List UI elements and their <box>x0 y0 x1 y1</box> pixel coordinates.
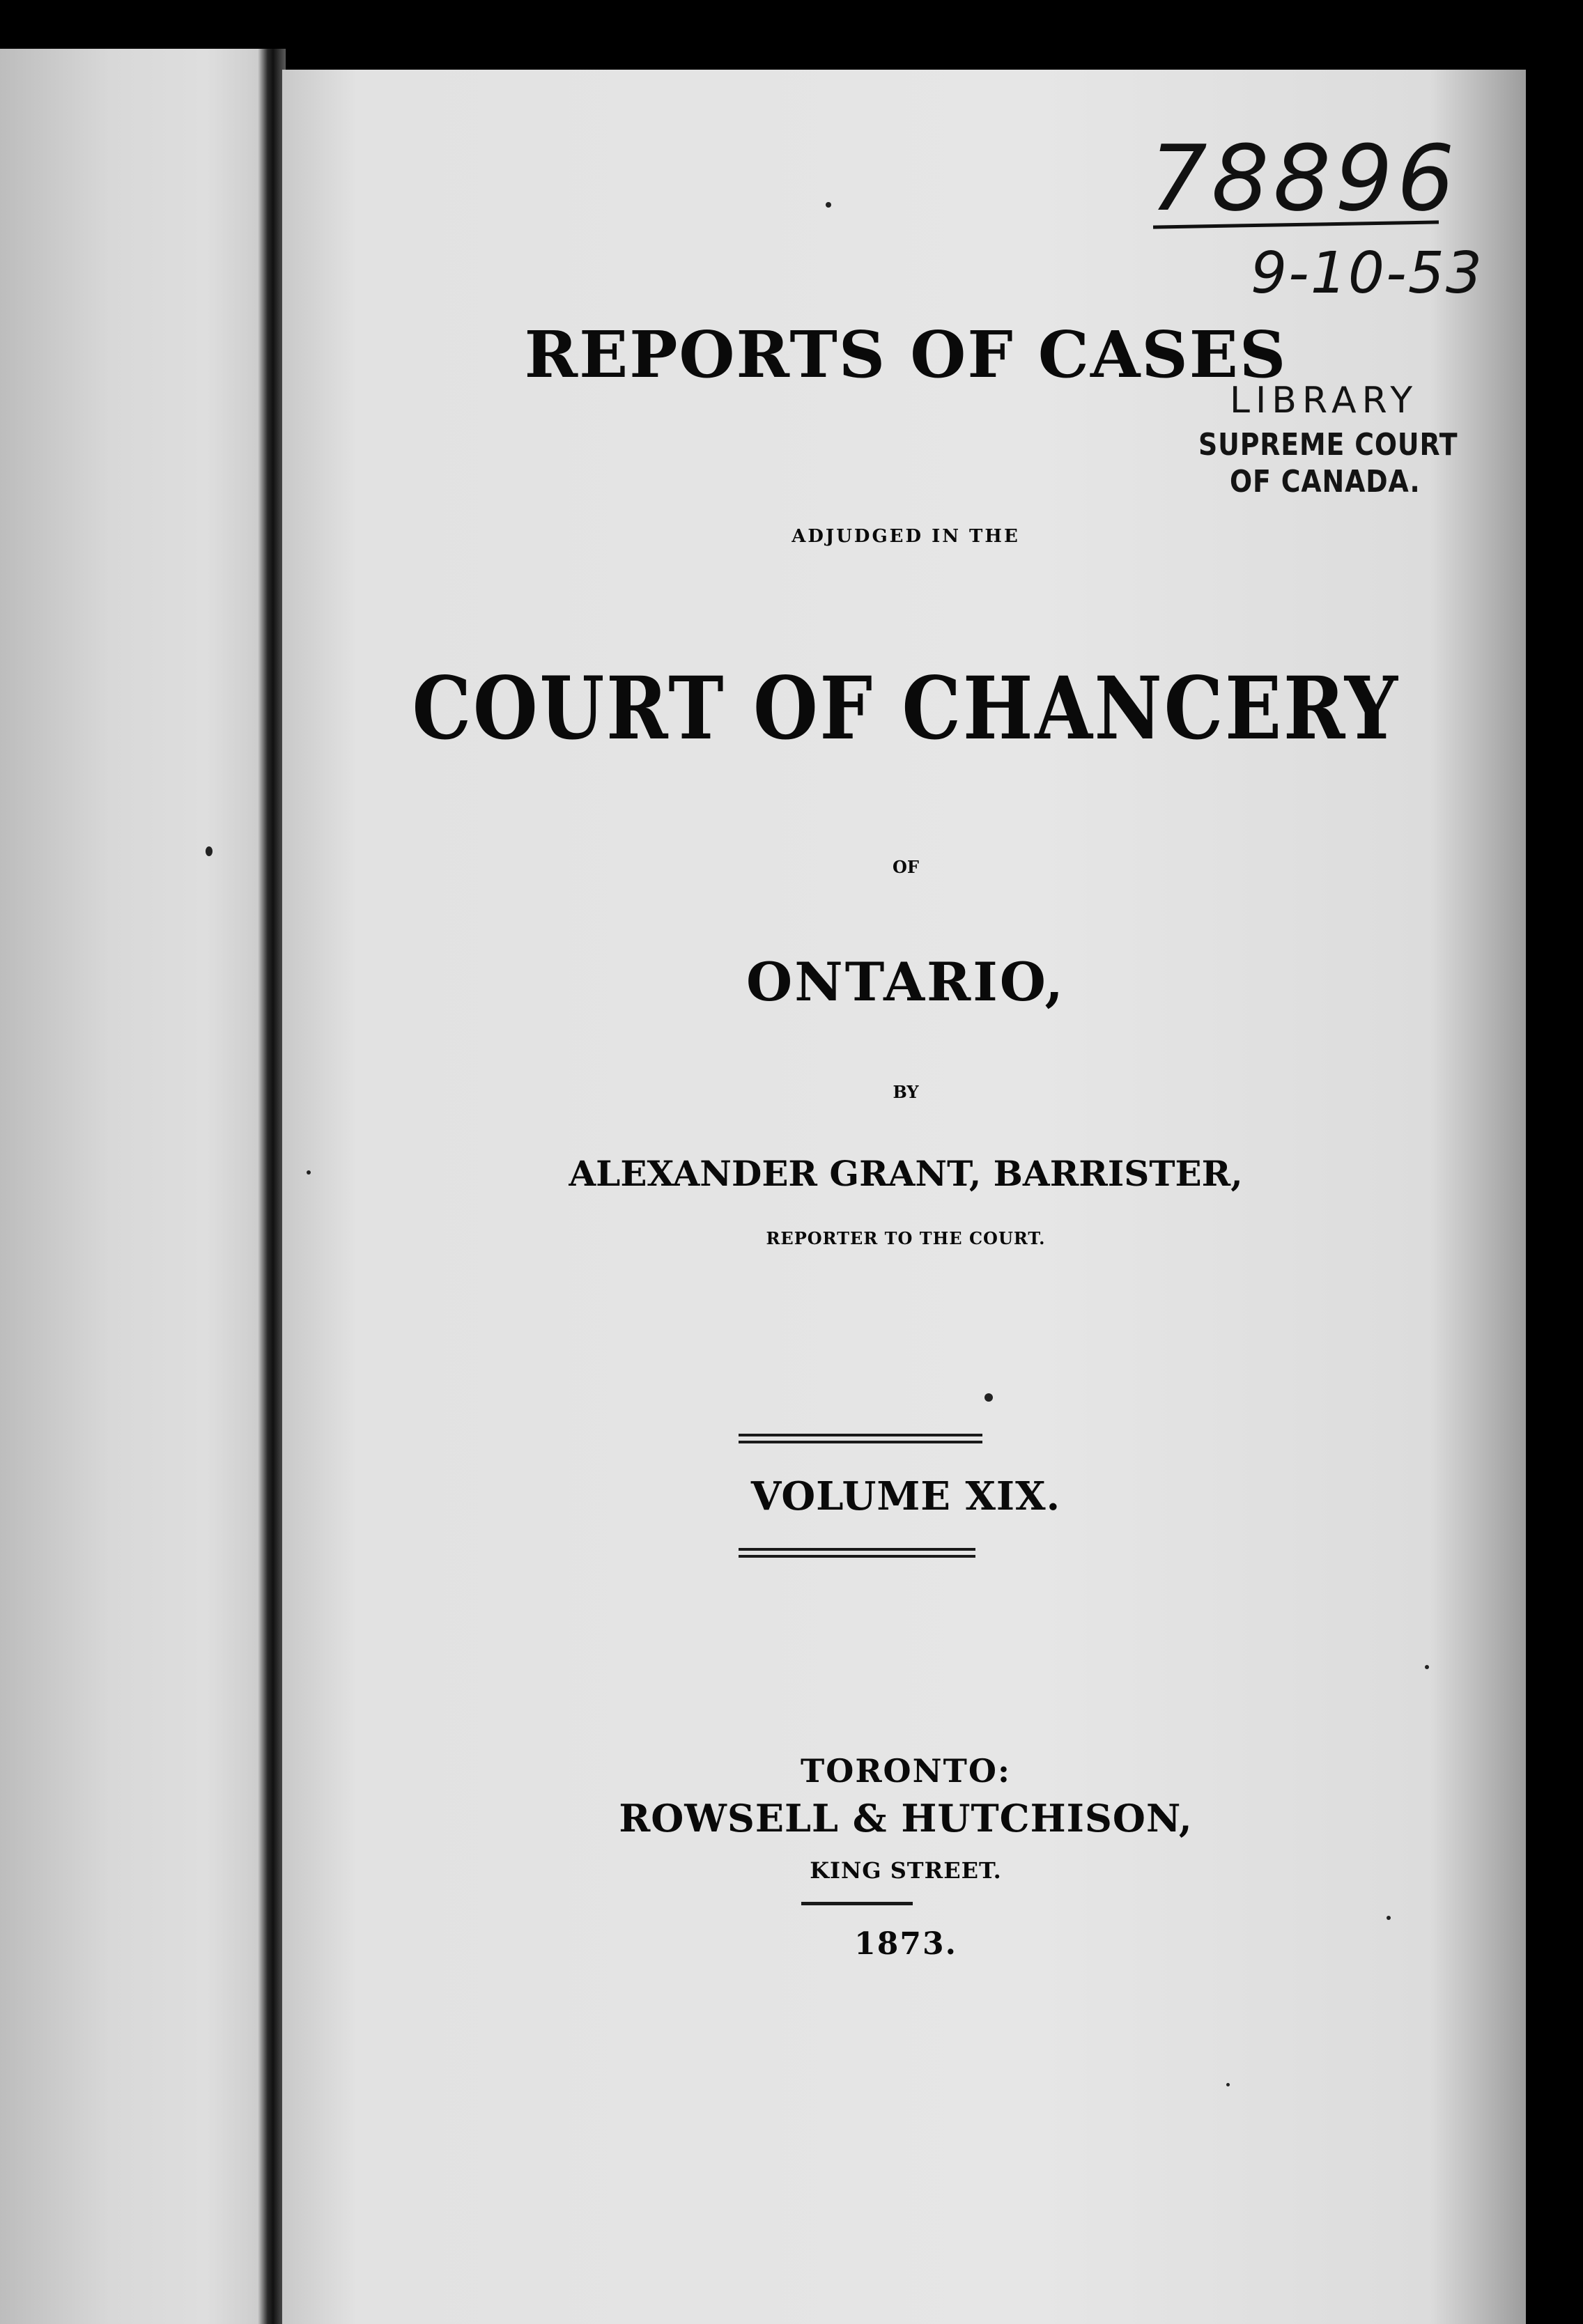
speck <box>307 1170 311 1175</box>
speck <box>206 846 213 856</box>
handwritten-accession-number: 78896 <box>1150 125 1459 231</box>
heading-court-of-chancery: COURT OF CHANCERY <box>412 658 1400 759</box>
scan-border <box>1526 70 1583 2324</box>
facing-page-blank <box>0 49 275 2324</box>
speck <box>1226 2083 1230 2086</box>
speck <box>1425 1665 1429 1669</box>
stamp-library-text: LIBRARY <box>1230 380 1419 421</box>
stamp-court-text: SUPREME COURT <box>1198 427 1458 463</box>
volume-rule-bottom <box>739 1548 975 1558</box>
author-role: REPORTER TO THE COURT. <box>766 1228 1046 1248</box>
book-gutter <box>258 49 286 2324</box>
heading-reports-of-cases: REPORTS OF CASES <box>524 317 1288 392</box>
imprint-year: 1873. <box>854 1926 957 1962</box>
stamp-country-text: OF CANADA. <box>1230 464 1421 499</box>
heading-adjudged: ADJUDGED IN THE <box>792 526 1020 547</box>
imprint-city: TORONTO: <box>801 1752 1011 1790</box>
volume-number: VOLUME XIX. <box>750 1473 1061 1519</box>
byline-by: BY <box>893 1082 919 1102</box>
speck <box>984 1393 993 1402</box>
imprint-rule <box>801 1902 913 1905</box>
heading-of: OF <box>893 857 919 877</box>
volume-rule-top <box>739 1434 982 1443</box>
library-stamp <box>1198 380 1463 499</box>
imprint-publisher: ROWSELL & HUTCHISON, <box>619 1796 1193 1841</box>
author-name: ALEXANDER GRANT, BARRISTER, <box>569 1153 1243 1194</box>
speck <box>1387 1916 1391 1920</box>
imprint-street: KING STREET. <box>810 1857 1002 1884</box>
handwritten-date: 9-10-53 <box>1251 240 1484 307</box>
speck <box>826 202 831 208</box>
heading-ontario: ONTARIO, <box>746 951 1065 1013</box>
